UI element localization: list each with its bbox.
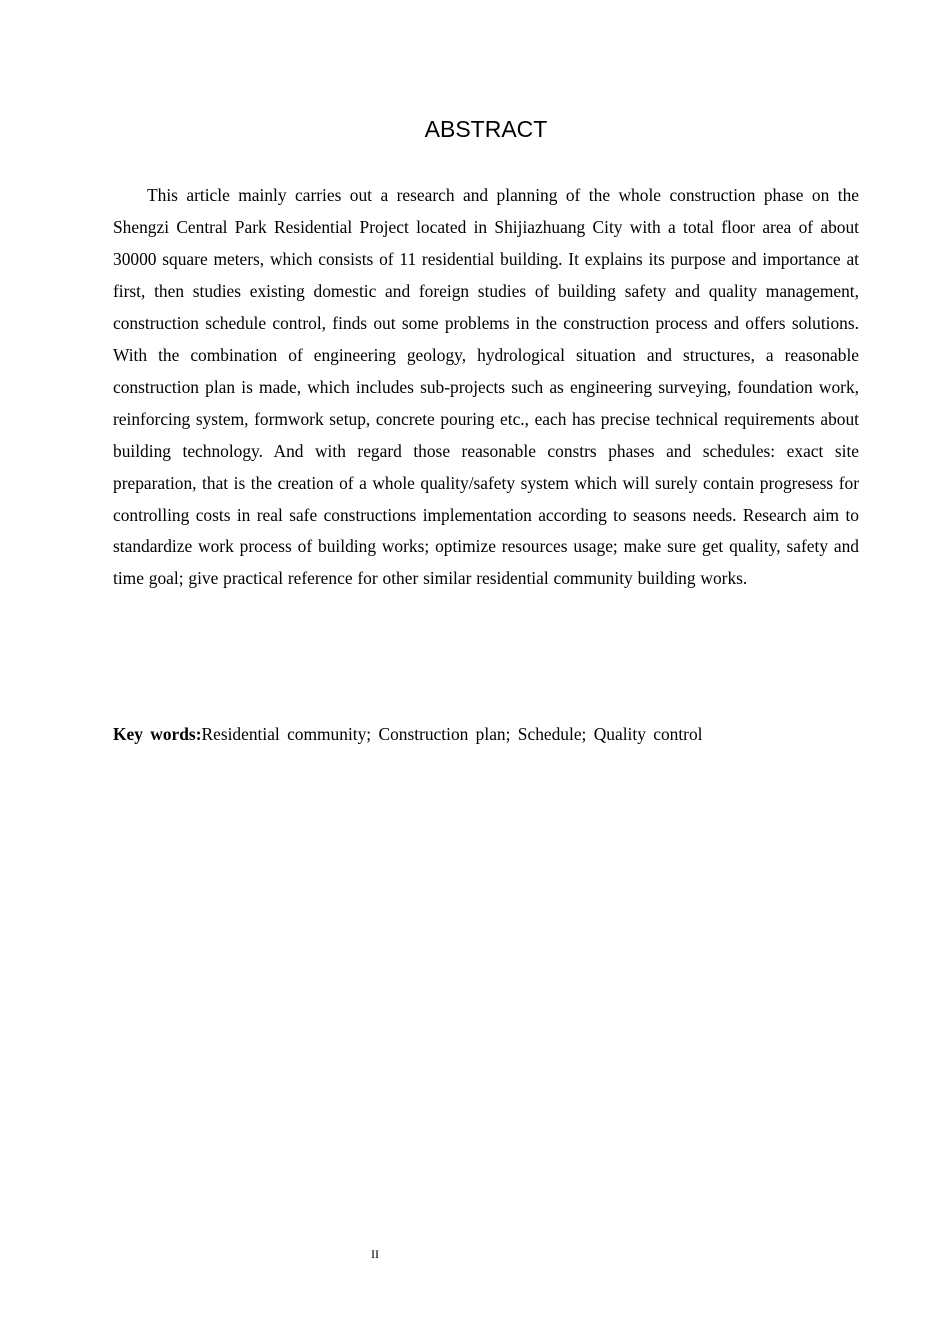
keywords-label: Key words: [113,724,202,744]
page-number: II [371,1247,379,1261]
abstract-title: ABSTRACT [424,116,548,142]
abstract-body: This article mainly carries out a research and planning of the whole construction phase on the Shengzi Central Park Residential Project located in Shijiazhuang City with a total floor area of about 30000 square meters, which consists of 11 residential building. It explains its purpose and importance at first, then studies existing domestic and foreign studies of building safety and quality management, construction schedule control, finds out some problems in the construction process and offers solutions. With the combination of engineering geology, hydrological situation and structures, a reasonable construction plan is made, which includes sub-projects such as engineering surveying, foundation work, reinforcing system, formwork setup, concrete pouring etc., each has precise technical requirements about building technology. And with regard those reasonable constrs phases and schedules: exact site preparation, that is the creation of a whole quality/safety system which will surely contain progresess for controlling costs in real safe constructions implementation according to seasons needs. Research aim to standardize work process of building works; optimize resources usage; make sure get quality, safety and time goal; give practical reference for other similar residential community building works. [113,185,859,589]
keywords-line [113,719,859,750]
keywords-text: Residential community; Construction plan; Schedule; Quality control [201,724,703,744]
